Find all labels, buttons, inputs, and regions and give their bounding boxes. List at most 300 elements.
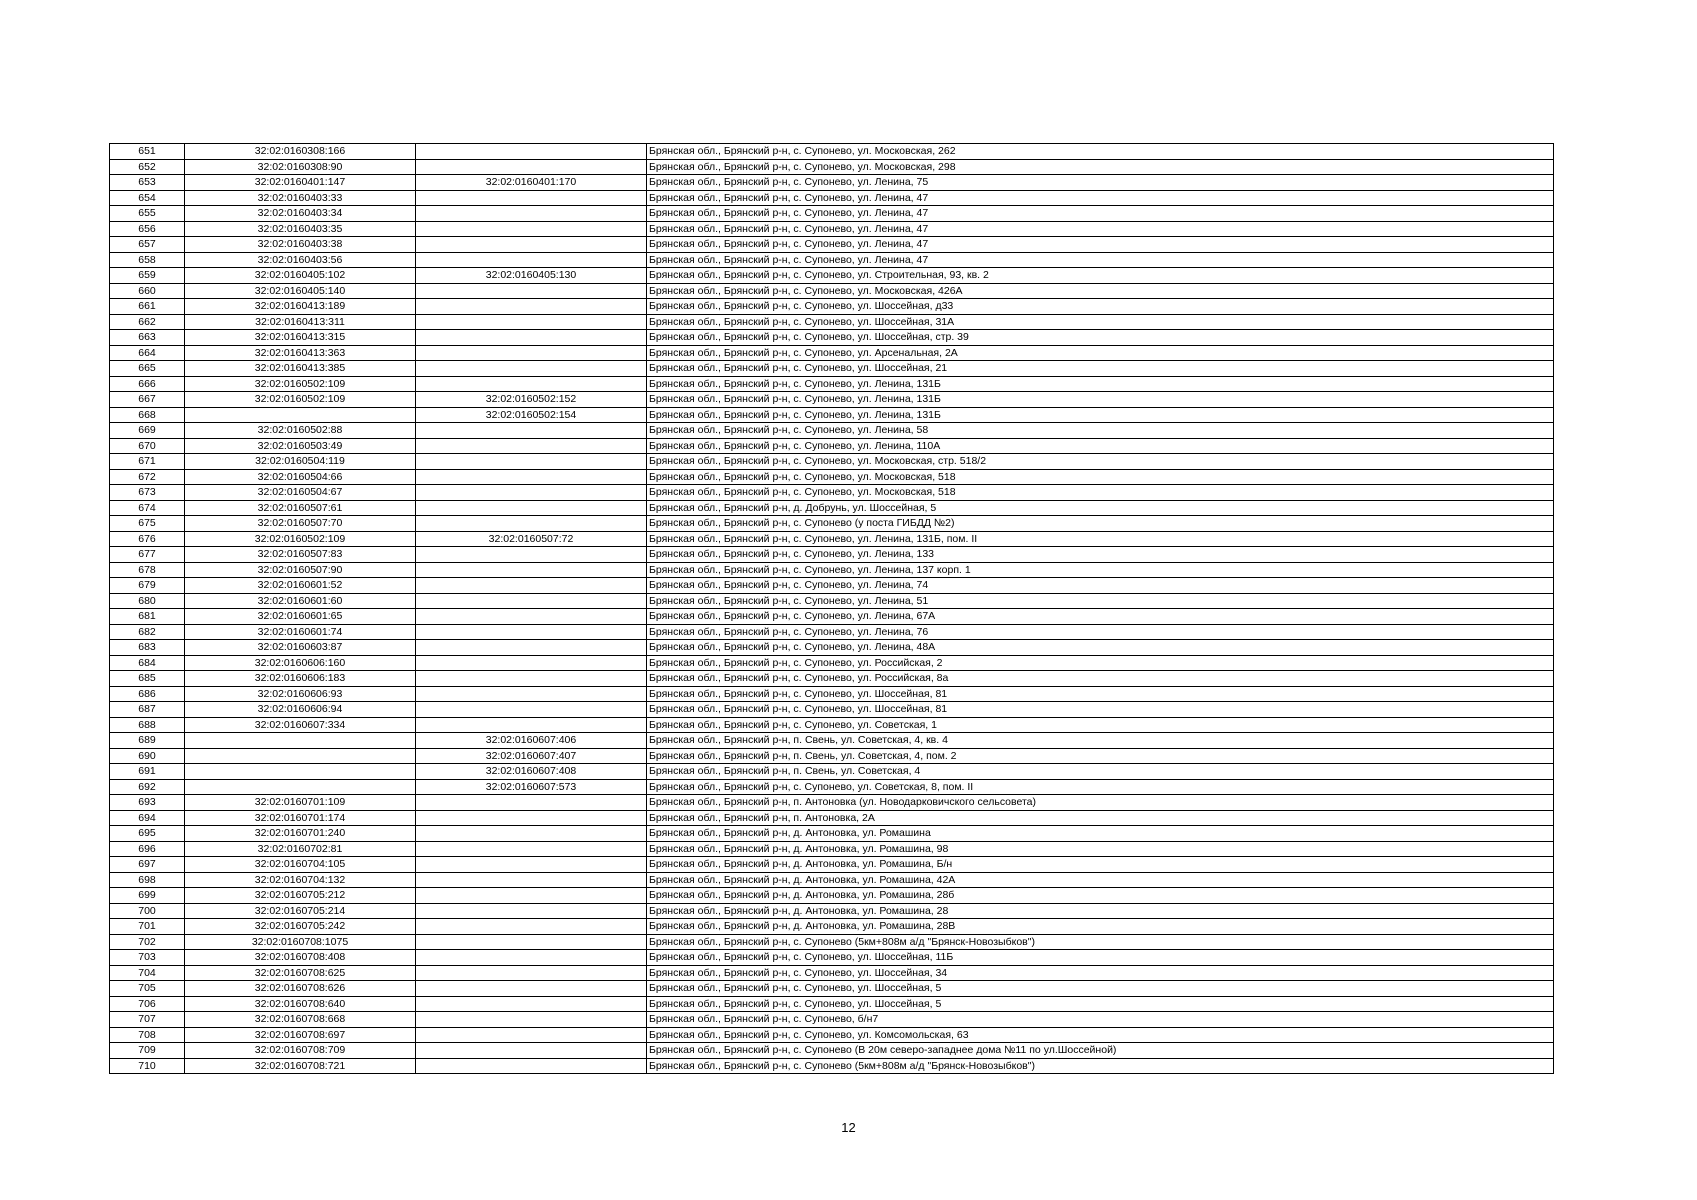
cadastral-number-cell: 32:02:0160705:214 xyxy=(185,903,416,919)
related-number-cell xyxy=(416,1027,647,1043)
row-number-cell: 706 xyxy=(110,996,185,1012)
related-number-cell xyxy=(416,593,647,609)
row-number-cell: 679 xyxy=(110,578,185,594)
address-cell: Брянская обл., Брянский р-н, с. Супонево, ул. Ленина, 137 корп. 1 xyxy=(647,562,1554,578)
address-cell: Брянская обл., Брянский р-н, д. Антоновка, ул. Ромашина xyxy=(647,826,1554,842)
related-number-cell xyxy=(416,221,647,237)
row-number-cell: 657 xyxy=(110,237,185,253)
table-row xyxy=(110,733,1554,749)
cadastral-number-cell: 32:02:0160413:315 xyxy=(185,330,416,346)
row-number-cell: 709 xyxy=(110,1043,185,1059)
table-row xyxy=(110,950,1554,966)
address-cell: Брянская обл., Брянский р-н, с. Супонево, ул. Московская, 298 xyxy=(647,159,1554,175)
address-cell: Брянская обл., Брянский р-н, п. Антоновка, 2А xyxy=(647,810,1554,826)
address-cell: Брянская обл., Брянский р-н, с. Супонево, ул. Строительная, 93, кв. 2 xyxy=(647,268,1554,284)
row-number-cell: 710 xyxy=(110,1058,185,1074)
address-cell: Брянская обл., Брянский р-н, д. Антоновка, ул. Ромашина, Б/н xyxy=(647,857,1554,873)
address-cell: Брянская обл., Брянский р-н, с. Супонево, ул. Ленина, 58 xyxy=(647,423,1554,439)
cadastral-number-cell: 32:02:0160708:625 xyxy=(185,965,416,981)
address-cell: Брянская обл., Брянский р-н, с. Супонево, ул. Ленина, 131Б xyxy=(647,376,1554,392)
row-number-cell: 666 xyxy=(110,376,185,392)
related-number-cell xyxy=(416,655,647,671)
cadastral-number-cell: 32:02:0160603:87 xyxy=(185,640,416,656)
address-cell: Брянская обл., Брянский р-н, с. Супонево, ул. Шоссейная, 11Б xyxy=(647,950,1554,966)
related-number-cell xyxy=(416,1012,647,1028)
row-number-cell: 656 xyxy=(110,221,185,237)
table-row xyxy=(110,454,1554,470)
row-number-cell: 663 xyxy=(110,330,185,346)
table-row xyxy=(110,748,1554,764)
row-number-cell: 693 xyxy=(110,795,185,811)
row-number-cell: 651 xyxy=(110,144,185,160)
related-number-cell xyxy=(416,438,647,454)
row-number-cell: 695 xyxy=(110,826,185,842)
row-number-cell: 698 xyxy=(110,872,185,888)
table-row xyxy=(110,857,1554,873)
row-number-cell: 662 xyxy=(110,314,185,330)
related-number-cell: 32:02:0160507:72 xyxy=(416,531,647,547)
address-cell: Брянская обл., Брянский р-н, д. Антоновка, ул. Ромашина, 42А xyxy=(647,872,1554,888)
table-row xyxy=(110,764,1554,780)
table-row xyxy=(110,268,1554,284)
table-row xyxy=(110,1058,1554,1074)
cadastral-number-cell: 32:02:0160503:49 xyxy=(185,438,416,454)
related-number-cell xyxy=(416,981,647,997)
row-number-cell: 671 xyxy=(110,454,185,470)
related-number-cell xyxy=(416,578,647,594)
related-number-cell xyxy=(416,469,647,485)
related-number-cell: 32:02:0160607:406 xyxy=(416,733,647,749)
row-number-cell: 652 xyxy=(110,159,185,175)
row-number-cell: 668 xyxy=(110,407,185,423)
related-number-cell xyxy=(416,562,647,578)
table-row xyxy=(110,237,1554,253)
row-number-cell: 680 xyxy=(110,593,185,609)
table-row xyxy=(110,376,1554,392)
table-row xyxy=(110,624,1554,640)
row-number-cell: 653 xyxy=(110,175,185,191)
cadastral-table xyxy=(109,143,1554,1074)
cadastral-number-cell: 32:02:0160702:81 xyxy=(185,841,416,857)
row-number-cell: 672 xyxy=(110,469,185,485)
cadastral-number-cell: 32:02:0160601:65 xyxy=(185,609,416,625)
cadastral-number-cell: 32:02:0160504:119 xyxy=(185,454,416,470)
row-number-cell: 701 xyxy=(110,919,185,935)
table-row xyxy=(110,965,1554,981)
table-row xyxy=(110,206,1554,222)
row-number-cell: 692 xyxy=(110,779,185,795)
address-cell: Брянская обл., Брянский р-н, с. Супонево, ул. Ленина, 51 xyxy=(647,593,1554,609)
cadastral-number-cell: 32:02:0160413:189 xyxy=(185,299,416,315)
table-row xyxy=(110,562,1554,578)
address-cell: Брянская обл., Брянский р-н, с. Супонево (у поста ГИБДД №2) xyxy=(647,516,1554,532)
address-cell: Брянская обл., Брянский р-н, с. Супонево, ул. Ленина, 67А xyxy=(647,609,1554,625)
address-cell: Брянская обл., Брянский р-н, д. Антоновка, ул. Ромашина, 28б xyxy=(647,888,1554,904)
address-cell: Брянская обл., Брянский р-н, с. Супонево, ул. Ленина, 74 xyxy=(647,578,1554,594)
table-row xyxy=(110,981,1554,997)
related-number-cell xyxy=(416,361,647,377)
address-cell: Брянская обл., Брянский р-н, с. Супонево, ул. Ленина, 131Б xyxy=(647,392,1554,408)
address-cell: Брянская обл., Брянский р-н, с. Супонево, ул. Ленина, 47 xyxy=(647,206,1554,222)
cadastral-number-cell: 32:02:0160708:709 xyxy=(185,1043,416,1059)
cadastral-number-cell: 32:02:0160606:93 xyxy=(185,686,416,702)
table-row xyxy=(110,1027,1554,1043)
address-cell: Брянская обл., Брянский р-н, с. Супонево, ул. Российская, 2 xyxy=(647,655,1554,671)
row-number-cell: 691 xyxy=(110,764,185,780)
related-number-cell xyxy=(416,547,647,563)
row-number-cell: 678 xyxy=(110,562,185,578)
table-row xyxy=(110,485,1554,501)
related-number-cell xyxy=(416,810,647,826)
row-number-cell: 675 xyxy=(110,516,185,532)
table-row xyxy=(110,500,1554,516)
cadastral-number-cell: 32:02:0160403:34 xyxy=(185,206,416,222)
table-row xyxy=(110,888,1554,904)
cadastral-number-cell: 32:02:0160504:67 xyxy=(185,485,416,501)
address-cell: Брянская обл., Брянский р-н, с. Супонево, ул. Ленина, 110А xyxy=(647,438,1554,454)
address-cell: Брянская обл., Брянский р-н, с. Супонево, ул. Ленина, 75 xyxy=(647,175,1554,191)
table-row xyxy=(110,593,1554,609)
cadastral-number-cell xyxy=(185,407,416,423)
table-row xyxy=(110,996,1554,1012)
address-cell: Брянская обл., Брянский р-н, с. Супонево, ул. Шоссейная, 31А xyxy=(647,314,1554,330)
cadastral-number-cell: 32:02:0160403:38 xyxy=(185,237,416,253)
cadastral-number-cell: 32:02:0160705:212 xyxy=(185,888,416,904)
cadastral-number-cell xyxy=(185,779,416,795)
related-number-cell: 32:02:0160607:407 xyxy=(416,748,647,764)
related-number-cell xyxy=(416,516,647,532)
row-number-cell: 696 xyxy=(110,841,185,857)
related-number-cell xyxy=(416,671,647,687)
row-number-cell: 705 xyxy=(110,981,185,997)
cadastral-number-cell: 32:02:0160601:74 xyxy=(185,624,416,640)
row-number-cell: 684 xyxy=(110,655,185,671)
related-number-cell xyxy=(416,190,647,206)
cadastral-number-cell: 32:02:0160413:385 xyxy=(185,361,416,377)
cadastral-number-cell: 32:02:0160502:88 xyxy=(185,423,416,439)
address-cell: Брянская обл., Брянский р-н, с. Супонево, ул. Московская, стр. 518/2 xyxy=(647,454,1554,470)
address-cell: Брянская обл., Брянский р-н, с. Супонево, ул. Ленина, 48А xyxy=(647,640,1554,656)
address-cell: Брянская обл., Брянский р-н, с. Супонево, б/н7 xyxy=(647,1012,1554,1028)
related-number-cell xyxy=(416,841,647,857)
related-number-cell xyxy=(416,965,647,981)
address-cell: Брянская обл., Брянский р-н, с. Супонево, ул. Советская, 1 xyxy=(647,717,1554,733)
row-number-cell: 659 xyxy=(110,268,185,284)
address-cell: Брянская обл., Брянский р-н, д. Антоновка, ул. Ромашина, 28 xyxy=(647,903,1554,919)
table-row xyxy=(110,299,1554,315)
related-number-cell xyxy=(416,826,647,842)
cadastral-number-cell: 32:02:0160601:60 xyxy=(185,593,416,609)
related-number-cell xyxy=(416,1058,647,1074)
related-number-cell: 32:02:0160502:152 xyxy=(416,392,647,408)
table-row xyxy=(110,314,1554,330)
cadastral-number-cell: 32:02:0160413:311 xyxy=(185,314,416,330)
cadastral-number-cell: 32:02:0160708:408 xyxy=(185,950,416,966)
related-number-cell xyxy=(416,872,647,888)
table-row xyxy=(110,159,1554,175)
related-number-cell: 32:02:0160607:573 xyxy=(416,779,647,795)
related-number-cell xyxy=(416,717,647,733)
cadastral-table-body xyxy=(110,144,1554,1074)
address-cell: Брянская обл., Брянский р-н, д. Антоновка, ул. Ромашина, 98 xyxy=(647,841,1554,857)
table-row xyxy=(110,469,1554,485)
address-cell: Брянская обл., Брянский р-н, с. Супонево, ул. Ленина, 47 xyxy=(647,252,1554,268)
address-cell: Брянская обл., Брянский р-н, с. Супонево, ул. Московская, 426А xyxy=(647,283,1554,299)
address-cell: Брянская обл., Брянский р-н, с. Супонево, ул. Советская, 8, пом. II xyxy=(647,779,1554,795)
cadastral-number-cell xyxy=(185,733,416,749)
row-number-cell: 685 xyxy=(110,671,185,687)
table-row xyxy=(110,841,1554,857)
address-cell: Брянская обл., Брянский р-н, с. Супонево, ул. Ленина, 131Б xyxy=(647,407,1554,423)
related-number-cell xyxy=(416,609,647,625)
address-cell: Брянская обл., Брянский р-н, д. Антоновка, ул. Ромашина, 28В xyxy=(647,919,1554,935)
cadastral-number-cell: 32:02:0160708:721 xyxy=(185,1058,416,1074)
table-row xyxy=(110,934,1554,950)
related-number-cell xyxy=(416,159,647,175)
cadastral-number-cell: 32:02:0160701:174 xyxy=(185,810,416,826)
row-number-cell: 670 xyxy=(110,438,185,454)
cadastral-number-cell: 32:02:0160507:90 xyxy=(185,562,416,578)
related-number-cell xyxy=(416,795,647,811)
table-row xyxy=(110,144,1554,160)
row-number-cell: 707 xyxy=(110,1012,185,1028)
table-row xyxy=(110,872,1554,888)
row-number-cell: 654 xyxy=(110,190,185,206)
row-number-cell: 658 xyxy=(110,252,185,268)
related-number-cell xyxy=(416,903,647,919)
row-number-cell: 676 xyxy=(110,531,185,547)
related-number-cell xyxy=(416,888,647,904)
row-number-cell: 667 xyxy=(110,392,185,408)
address-cell: Брянская обл., Брянский р-н, с. Супонево, ул. Ленина, 133 xyxy=(647,547,1554,563)
cadastral-number-cell: 32:02:0160502:109 xyxy=(185,392,416,408)
address-cell: Брянская обл., Брянский р-н, п. Свень, ул. Советская, 4 xyxy=(647,764,1554,780)
table-row xyxy=(110,392,1554,408)
related-number-cell xyxy=(416,206,647,222)
row-number-cell: 673 xyxy=(110,485,185,501)
related-number-cell xyxy=(416,314,647,330)
cadastral-number-cell: 32:02:0160403:35 xyxy=(185,221,416,237)
row-number-cell: 655 xyxy=(110,206,185,222)
table-row xyxy=(110,686,1554,702)
related-number-cell xyxy=(416,857,647,873)
cadastral-number-cell: 32:02:0160601:52 xyxy=(185,578,416,594)
cadastral-number-cell: 32:02:0160708:668 xyxy=(185,1012,416,1028)
related-number-cell: 32:02:0160405:130 xyxy=(416,268,647,284)
related-number-cell xyxy=(416,345,647,361)
table-row xyxy=(110,361,1554,377)
address-cell: Брянская обл., Брянский р-н, с. Супонево (В 20м северо-западнее дома №11 по ул.Шоссейной) xyxy=(647,1043,1554,1059)
row-number-cell: 665 xyxy=(110,361,185,377)
table-row xyxy=(110,779,1554,795)
cadastral-number-cell: 32:02:0160502:109 xyxy=(185,531,416,547)
row-number-cell: 674 xyxy=(110,500,185,516)
table-row xyxy=(110,423,1554,439)
related-number-cell xyxy=(416,454,647,470)
table-row xyxy=(110,407,1554,423)
related-number-cell: 32:02:0160502:154 xyxy=(416,407,647,423)
address-cell: Брянская обл., Брянский р-н, с. Супонево (5км+808м а/д "Брянск-Новозыбков") xyxy=(647,1058,1554,1074)
related-number-cell xyxy=(416,252,647,268)
table-row xyxy=(110,1012,1554,1028)
related-number-cell xyxy=(416,919,647,935)
table-row xyxy=(110,810,1554,826)
cadastral-number-cell: 32:02:0160405:140 xyxy=(185,283,416,299)
table-row xyxy=(110,345,1554,361)
address-cell: Брянская обл., Брянский р-н, п. Свень, ул. Советская, 4, пом. 2 xyxy=(647,748,1554,764)
cadastral-number-cell: 32:02:0160606:183 xyxy=(185,671,416,687)
cadastral-number-cell: 32:02:0160708:640 xyxy=(185,996,416,1012)
table-row xyxy=(110,919,1554,935)
row-number-cell: 694 xyxy=(110,810,185,826)
row-number-cell: 669 xyxy=(110,423,185,439)
related-number-cell: 32:02:0160607:408 xyxy=(416,764,647,780)
cadastral-number-cell: 32:02:0160403:56 xyxy=(185,252,416,268)
table-row xyxy=(110,578,1554,594)
address-cell: Брянская обл., Брянский р-н, с. Супонево, ул. Ленина, 76 xyxy=(647,624,1554,640)
cadastral-number-cell: 32:02:0160708:1075 xyxy=(185,934,416,950)
cadastral-number-cell: 32:02:0160507:61 xyxy=(185,500,416,516)
related-number-cell: 32:02:0160401:170 xyxy=(416,175,647,191)
address-cell: Брянская обл., Брянский р-н, с. Супонево, ул. Шоссейная, д33 xyxy=(647,299,1554,315)
table-row xyxy=(110,903,1554,919)
table-row xyxy=(110,640,1554,656)
address-cell: Брянская обл., Брянский р-н, с. Супонево, ул. Ленина, 131Б, пом. II xyxy=(647,531,1554,547)
row-number-cell: 708 xyxy=(110,1027,185,1043)
table-row xyxy=(110,438,1554,454)
row-number-cell: 677 xyxy=(110,547,185,563)
row-number-cell: 661 xyxy=(110,299,185,315)
table-row xyxy=(110,283,1554,299)
cadastral-number-cell: 32:02:0160708:697 xyxy=(185,1027,416,1043)
related-number-cell xyxy=(416,686,647,702)
table-row xyxy=(110,1043,1554,1059)
table-row xyxy=(110,655,1554,671)
address-cell: Брянская обл., Брянский р-н, с. Супонево, ул. Ленина, 47 xyxy=(647,221,1554,237)
cadastral-number-cell: 32:02:0160308:166 xyxy=(185,144,416,160)
related-number-cell xyxy=(416,624,647,640)
table-row xyxy=(110,175,1554,191)
row-number-cell: 689 xyxy=(110,733,185,749)
related-number-cell xyxy=(416,330,647,346)
related-number-cell xyxy=(416,485,647,501)
cadastral-number-cell: 32:02:0160704:105 xyxy=(185,857,416,873)
table-row xyxy=(110,252,1554,268)
related-number-cell xyxy=(416,423,647,439)
row-number-cell: 699 xyxy=(110,888,185,904)
row-number-cell: 687 xyxy=(110,702,185,718)
address-cell: Брянская обл., Брянский р-н, п. Антоновка (ул. Новодарковичского сельсовета) xyxy=(647,795,1554,811)
related-number-cell xyxy=(416,950,647,966)
cadastral-number-cell: 32:02:0160401:147 xyxy=(185,175,416,191)
table-row xyxy=(110,516,1554,532)
address-cell: Брянская обл., Брянский р-н, п. Свень, ул. Советская, 4, кв. 4 xyxy=(647,733,1554,749)
table-row xyxy=(110,221,1554,237)
cadastral-number-cell: 32:02:0160413:363 xyxy=(185,345,416,361)
address-cell: Брянская обл., Брянский р-н, с. Супонево, ул. Шоссейная, 81 xyxy=(647,686,1554,702)
cadastral-number-cell: 32:02:0160705:242 xyxy=(185,919,416,935)
table-row xyxy=(110,702,1554,718)
table-row xyxy=(110,547,1554,563)
cadastral-number-cell: 32:02:0160504:66 xyxy=(185,469,416,485)
related-number-cell xyxy=(416,702,647,718)
page-number: 12 xyxy=(841,1120,856,1135)
cadastral-number-cell: 32:02:0160405:102 xyxy=(185,268,416,284)
address-cell: Брянская обл., Брянский р-н, с. Супонево, ул. Московская, 518 xyxy=(647,485,1554,501)
related-number-cell xyxy=(416,996,647,1012)
address-cell: Брянская обл., Брянский р-н, с. Супонево, ул. Шоссейная, стр. 39 xyxy=(647,330,1554,346)
related-number-cell xyxy=(416,500,647,516)
cadastral-number-cell: 32:02:0160507:83 xyxy=(185,547,416,563)
row-number-cell: 704 xyxy=(110,965,185,981)
row-number-cell: 682 xyxy=(110,624,185,640)
address-cell: Брянская обл., Брянский р-н, с. Супонево (5км+808м а/д "Брянск-Новозыбков") xyxy=(647,934,1554,950)
related-number-cell xyxy=(416,283,647,299)
address-cell: Брянская обл., Брянский р-н, с. Супонево, ул. Московская, 518 xyxy=(647,469,1554,485)
address-cell: Брянская обл., Брянский р-н, с. Супонево, ул. Шоссейная, 5 xyxy=(647,996,1554,1012)
address-cell: Брянская обл., Брянский р-н, с. Супонево, ул. Шоссейная, 21 xyxy=(647,361,1554,377)
cadastral-number-cell: 32:02:0160606:160 xyxy=(185,655,416,671)
related-number-cell xyxy=(416,237,647,253)
cadastral-number-cell: 32:02:0160403:33 xyxy=(185,190,416,206)
cadastral-number-cell: 32:02:0160701:240 xyxy=(185,826,416,842)
address-cell: Брянская обл., Брянский р-н, с. Супонево, ул. Комсомольская, 63 xyxy=(647,1027,1554,1043)
table-row xyxy=(110,609,1554,625)
address-cell: Брянская обл., Брянский р-н, с. Супонево, ул. Шоссейная, 81 xyxy=(647,702,1554,718)
table-row xyxy=(110,795,1554,811)
table-row xyxy=(110,671,1554,687)
cadastral-number-cell: 32:02:0160607:334 xyxy=(185,717,416,733)
related-number-cell xyxy=(416,640,647,656)
table-row xyxy=(110,717,1554,733)
row-number-cell: 688 xyxy=(110,717,185,733)
related-number-cell xyxy=(416,299,647,315)
row-number-cell: 702 xyxy=(110,934,185,950)
cadastral-number-cell: 32:02:0160308:90 xyxy=(185,159,416,175)
cadastral-number-cell: 32:02:0160708:626 xyxy=(185,981,416,997)
cadastral-number-cell: 32:02:0160704:132 xyxy=(185,872,416,888)
address-cell: Брянская обл., Брянский р-н, с. Супонево, ул. Шоссейная, 5 xyxy=(647,981,1554,997)
cadastral-number-cell xyxy=(185,764,416,780)
address-cell: Брянская обл., Брянский р-н, с. Супонево, ул. Ленина, 47 xyxy=(647,190,1554,206)
table-row xyxy=(110,531,1554,547)
related-number-cell xyxy=(416,144,647,160)
address-cell: Брянская обл., Брянский р-н, с. Супонево, ул. Московская, 262 xyxy=(647,144,1554,160)
table-row xyxy=(110,190,1554,206)
related-number-cell xyxy=(416,1043,647,1059)
row-number-cell: 660 xyxy=(110,283,185,299)
cadastral-number-cell: 32:02:0160606:94 xyxy=(185,702,416,718)
row-number-cell: 697 xyxy=(110,857,185,873)
cadastral-number-cell: 32:02:0160502:109 xyxy=(185,376,416,392)
cadastral-number-cell xyxy=(185,748,416,764)
row-number-cell: 686 xyxy=(110,686,185,702)
cadastral-number-cell: 32:02:0160507:70 xyxy=(185,516,416,532)
address-cell: Брянская обл., Брянский р-н, с. Супонево, ул. Российская, 8а xyxy=(647,671,1554,687)
row-number-cell: 664 xyxy=(110,345,185,361)
related-number-cell xyxy=(416,376,647,392)
address-cell: Брянская обл., Брянский р-н, с. Супонево, ул. Шоссейная, 34 xyxy=(647,965,1554,981)
address-cell: Брянская обл., Брянский р-н, д. Добрунь, ул. Шоссейная, 5 xyxy=(647,500,1554,516)
row-number-cell: 700 xyxy=(110,903,185,919)
row-number-cell: 683 xyxy=(110,640,185,656)
table-row xyxy=(110,826,1554,842)
table-row xyxy=(110,330,1554,346)
related-number-cell xyxy=(416,934,647,950)
row-number-cell: 703 xyxy=(110,950,185,966)
row-number-cell: 690 xyxy=(110,748,185,764)
cadastral-number-cell: 32:02:0160701:109 xyxy=(185,795,416,811)
